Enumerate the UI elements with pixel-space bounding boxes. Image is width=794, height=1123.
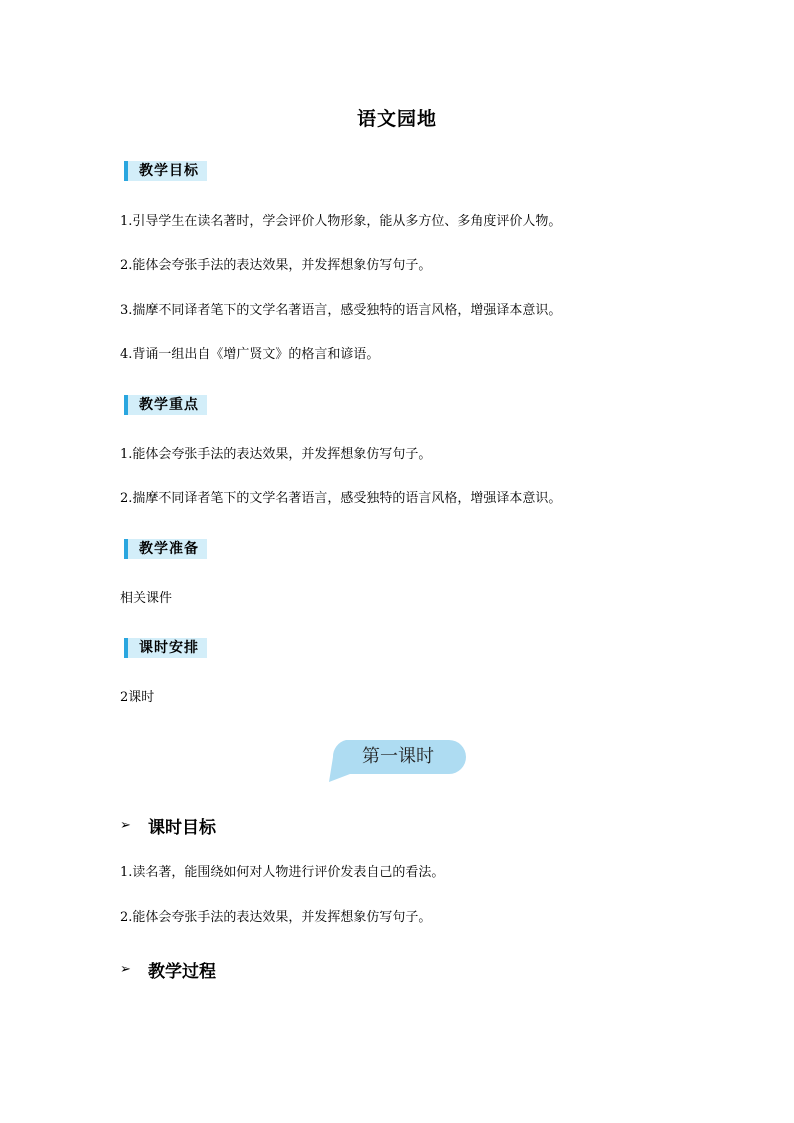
lesson-bubble-text: 第一课时 <box>362 746 434 767</box>
key-point-item-1: 1.能体会夸张手法的表达效果，并发挥想象仿写句子。 <box>120 447 432 462</box>
section-label-preparation: 教学准备 <box>124 539 207 559</box>
goal-item-1: 1.引导学生在读名著时，学会评价人物形象，能从多方位、多角度评价人物。 <box>120 214 562 229</box>
preparation-text: 相关课件 <box>120 591 173 606</box>
schedule-text: 2课时 <box>120 690 155 705</box>
section-label-key-points: 教学重点 <box>124 395 207 415</box>
objectives-heading <box>120 813 216 838</box>
objectives-heading-text: 课时目标 <box>148 818 216 838</box>
goal-item-3: 3.揣摩不同译者笔下的文学名著语言，感受独特的语言风格，增强译本意识。 <box>120 303 562 318</box>
goal-item-2: 2.能体会夸张手法的表达效果，并发挥想象仿写句子。 <box>120 258 432 273</box>
process-heading-text: 教学过程 <box>148 962 216 982</box>
goal-item-4: 4.背诵一组出自《增广贤文》的格言和谚语。 <box>120 347 380 362</box>
process-heading <box>120 957 216 982</box>
document-title: 语文园地 <box>356 108 437 130</box>
key-point-item-2: 2.揣摩不同译者笔下的文学名著语言，感受独特的语言风格，增强译本意识。 <box>120 491 562 506</box>
section-label-goals: 教学目标 <box>124 161 207 181</box>
lesson-bubble <box>328 739 468 783</box>
chevron-right-icon: ➢ <box>120 818 131 833</box>
objective-item-2: 2.能体会夸张手法的表达效果，并发挥想象仿写句子。 <box>120 910 432 925</box>
chevron-right-icon: ➢ <box>120 962 131 977</box>
section-label-schedule: 课时安排 <box>124 638 207 658</box>
objective-item-1: 1.读名著，能围绕如何对人物进行评价发表自己的看法。 <box>120 865 445 880</box>
